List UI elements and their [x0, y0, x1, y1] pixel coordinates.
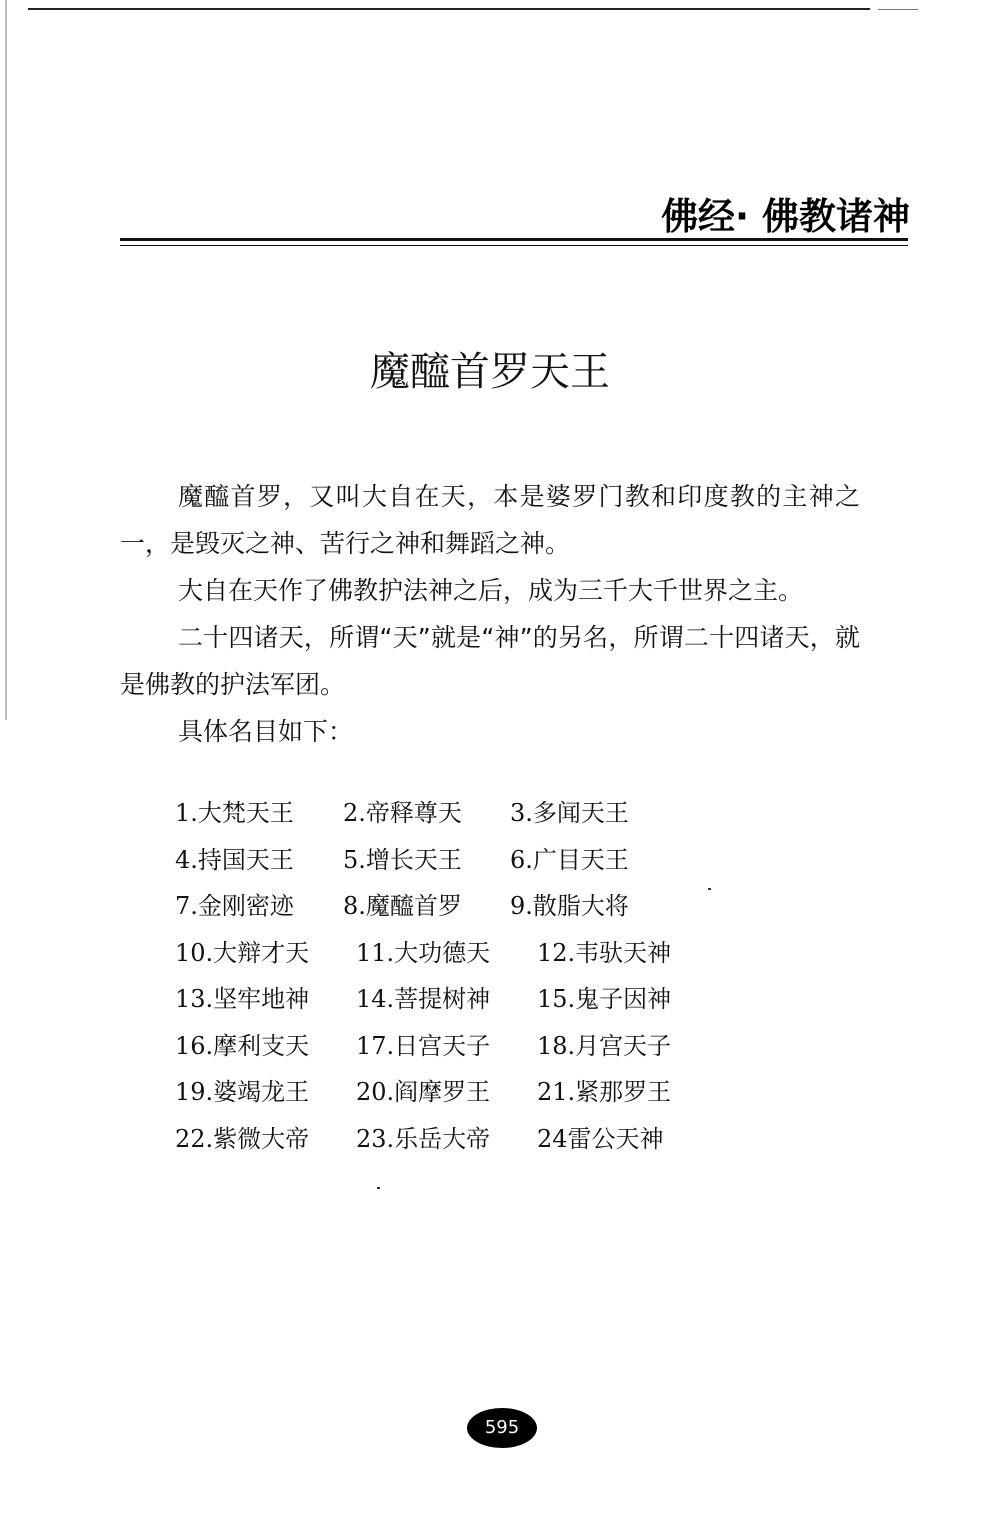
deity-number: 4.: [175, 845, 198, 874]
deity-number: 18.: [537, 1031, 576, 1060]
deity-number: 11.: [356, 938, 395, 967]
deity-number: 12.: [537, 938, 576, 967]
top-rule-fragment: [878, 9, 918, 10]
deity-item: [537, 979, 671, 1014]
deity-number: 21.: [537, 1078, 576, 1106]
deity-name: 魔醯首罗: [365, 892, 462, 920]
deity-item: [537, 1026, 671, 1061]
deity-name: 坚牢地神: [213, 985, 310, 1013]
deity-item: [510, 840, 629, 875]
section-header: 佛经· 佛教诸神: [661, 195, 910, 238]
header-rule-thick: [120, 238, 908, 241]
deity-name: 帝释尊天: [365, 799, 462, 827]
deity-number: 14.: [356, 985, 395, 1013]
deity-item: [356, 933, 490, 968]
deity-item: [356, 1072, 490, 1107]
article-title: 魔醯首罗天王: [370, 349, 610, 395]
deity-name: 大辩才天: [213, 938, 310, 967]
deity-number: 10.: [175, 938, 214, 967]
deity-name: 散脂大将: [532, 892, 629, 920]
deity-number: 8.: [343, 892, 366, 920]
paragraph: 大自在天作了佛教护法神之后，成为三千大千世界之主。: [178, 576, 804, 605]
deity-number: 17.: [356, 1031, 395, 1060]
deity-name: 婆竭龙王: [213, 1078, 310, 1106]
deity-name: 大梵天王: [197, 799, 294, 827]
deity-name: 紧那罗王: [575, 1078, 672, 1106]
deity-item: [356, 979, 490, 1014]
deity-name: 增长天王: [365, 845, 462, 874]
deity-number: 1.: [175, 799, 198, 827]
deity-name: 日宫天子: [394, 1031, 491, 1060]
deity-number: 22.: [175, 1124, 214, 1153]
deity-number: 23.: [356, 1124, 395, 1153]
deity-item: [343, 886, 462, 921]
deity-item: [175, 1119, 309, 1154]
deity-item: [356, 1119, 490, 1154]
deity-item: [510, 886, 629, 921]
article-body: [120, 473, 860, 755]
deity-name: 月宫天子: [575, 1031, 672, 1060]
deity-item: [175, 1026, 309, 1061]
deity-name: 韦驮天神: [575, 938, 672, 967]
deity-item: [175, 1072, 309, 1107]
deity-number: 9.: [510, 892, 533, 920]
deity-name: 阎摩罗王: [394, 1078, 491, 1106]
header-rule-thin: [120, 245, 908, 246]
deity-name: 雷公天神: [567, 1124, 664, 1153]
deity-number: 24: [537, 1124, 568, 1153]
deity-name: 摩利支天: [213, 1031, 310, 1060]
deity-name: 紫微大帝: [213, 1124, 310, 1153]
deity-item: [537, 933, 671, 968]
deity-name: 鬼子因神: [575, 985, 672, 1013]
deity-item: [175, 933, 309, 968]
deity-number: 15.: [537, 985, 576, 1013]
scan-speck: [708, 888, 711, 890]
deity-item: [175, 979, 309, 1014]
deity-item: [175, 886, 294, 921]
deity-number: 2.: [343, 799, 366, 827]
scan-speck: [377, 1187, 380, 1189]
deity-number: 5.: [343, 845, 366, 874]
deity-name: 持国天王: [197, 845, 294, 874]
deity-number: 20.: [356, 1078, 395, 1106]
deity-name: 广目天王: [532, 845, 629, 874]
deity-number: 19.: [175, 1078, 214, 1106]
deity-item: [343, 840, 462, 875]
paragraph: 魔醯首罗，又叫大自在天，本是婆罗门教和印度教的主神之一，是毁灭之神、苦行之神和舞蹈之神。: [120, 482, 860, 558]
deity-item: [343, 793, 462, 828]
paragraph: 具体名目如下：: [178, 717, 354, 746]
deity-item: [356, 1026, 490, 1061]
deity-name: 金刚密迹: [197, 892, 294, 920]
deity-item: [510, 793, 629, 828]
paragraph: 二十四诸天，所谓“天”就是“神”的另名，所谓二十四诸天，就是佛教的护法军团。: [120, 623, 860, 699]
deity-number: 16.: [175, 1031, 214, 1060]
deity-item: [537, 1072, 671, 1107]
deity-number: 13.: [175, 985, 214, 1013]
deity-name: 多闻天王: [532, 799, 629, 827]
deity-number: 6.: [510, 845, 533, 874]
deity-item: [175, 840, 294, 875]
deity-name: 大功德天: [394, 938, 491, 967]
deity-name: 乐岳大帝: [394, 1124, 491, 1153]
page-number: 595: [467, 1408, 537, 1448]
deity-number: 7.: [175, 892, 198, 920]
deity-number: 3.: [510, 799, 533, 827]
top-rule: [28, 8, 870, 10]
deity-item: [175, 793, 294, 828]
deity-item: [537, 1119, 664, 1154]
deity-name: 菩提树神: [394, 985, 491, 1013]
